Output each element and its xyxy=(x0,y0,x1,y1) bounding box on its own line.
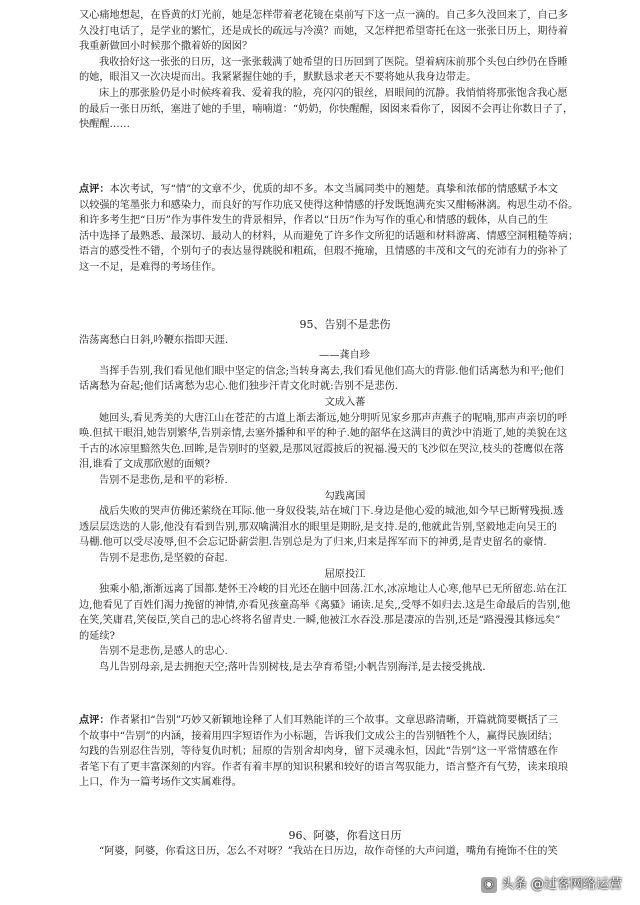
essay-line: 唤.但拭干眼泪,她告别繁华,告别亲情,去塞外播种和平的种子.她的韶华在这满目的黄沙中消逝了,她的美貌在这 xyxy=(79,428,568,440)
essay-title: 95、告别不是悲伤 xyxy=(299,318,391,331)
watermark xyxy=(481,876,622,894)
section-heading: 屈原投江 xyxy=(324,568,366,580)
essay-line: 话离愁为奋起;他们话离愁为忠心.他们独步汗青文化时就:告别不是悲伤. xyxy=(79,381,398,393)
comment-line: 勾践的告别忍住告别，等待复仇时机；屈原的告别舍却肉身，留下灵魂永恒，因此“告别”这一平常情感在作 xyxy=(79,746,559,758)
essay-line: 床上的那张脸仍是小时候疼着我、爱着我的脸，亮闪闪的银丝，眉眼间的沉静。我悄悄将那张饱含我心愿 xyxy=(99,87,568,99)
section-summary: 告别不是悲伤,是和平的彩桥. xyxy=(99,474,228,486)
essay-line: 又心痛地想起，在昏黄的灯光前，她是怎样带着老花镜在桌前写下这一点一滴的。自己多久没回来了，自己多 xyxy=(79,10,568,21)
comment-line: 活中选择了最熟悉、最深切、最动人的材料，从而避免了许多作文所犯的话题和材料游离、情感空洞粗糙等病； xyxy=(79,230,579,242)
essay-line: 久没打电话了，是学业的繁忙，还是成长的疏远与冷漠？而她，又怎样把希望寄托在这一张张日历上，期待着 xyxy=(79,25,568,37)
essay-line: 战后失败的哭声仿佛还萦绕在耳际.他一身奴役装,站在城门下.身边是他心爱的城池,如今早已断臂残损.透 xyxy=(99,506,564,518)
essay-line: 边,他看见了百姓们渴力挽留的神情,亦看见孩童高举《离骚》诵读.足矣,,受辱不如归去.这是生命最后的告别,他 xyxy=(79,599,571,611)
essay-line: “阿婆，阿婆，你看这日历，怎么不对呀？”我站在日历边，故作奇怪的大声问道，嘴角有掩饰不住的笑 xyxy=(99,845,558,857)
essay-94-tail xyxy=(79,8,611,133)
comment-95 xyxy=(79,713,611,791)
section-heading: 文成入蕃 xyxy=(324,396,366,408)
comment-line: 点评：作者紧扣“告别”巧妙又新颖地诠释了人们耳熟能详的三个故事。文章思路清晰，开篇就简要概括了三 xyxy=(79,714,559,726)
epigraph-author: ——龚自珍 xyxy=(319,350,370,362)
essay-line: 透层层迭迭的人影,他没有看到告别,那双噙满泪水的眼里是期盼,是支持.是的,他就此告别,坚毅地走向吴王的 xyxy=(79,521,557,533)
comment-line: 个故事中“告别”的内涵，接着用四字短语作为小标题，告诉我们文成公主的告别牺牲个人，赢得民族团结； xyxy=(79,730,559,742)
comment-label: 点评： xyxy=(79,183,110,195)
essay-line: 千古的冰凉里黯然失色.回眸,是告别时的坚毅,是那凤冠霞披后的祝福.漫天的飞沙似在哭泣,枝头的苍鹰似在落 xyxy=(79,443,564,455)
comment-94 xyxy=(79,182,611,276)
section-heading: 勾践离国 xyxy=(324,490,366,502)
comment-line: 以较强的笔墨张力和感染力，而良好的写作功底又使得这种情感的抒发既饱满充实又酣畅淋漓。构思生动不俗。 xyxy=(79,199,579,211)
essay-line: 的她，眼泪又一次决堤而出。我紧紧握住她的手，默默恳求老天不要将她从我身边带走。 xyxy=(79,72,477,84)
toutiao-logo-icon: ◉ xyxy=(481,877,497,893)
section-summary: 告别不是悲伤,是感人的忠心. xyxy=(99,646,228,658)
epigraph-poem: 浩荡离愁白日斜,吟鞭东指即天涯. xyxy=(79,334,229,346)
essay-line: 当挥手告别,我们看见他们眼中坚定的信念;当转身离去,我们看见他们高大的背影.他们话离愁为和平;他们 xyxy=(99,365,564,377)
section-summary: 告别不是悲伤,是坚毅的奋起. xyxy=(99,552,228,564)
comment-line: 这一不足，是难得的考场佳作。 xyxy=(79,261,222,273)
essay-line: 我重新做回小时候那个撒着娇的囡囡？ xyxy=(79,41,253,53)
essay-closing: 鸟儿告别母亲,是去拥抱天空;落叶告别树枝,是去孕育希望;小帆告别海洋,是去接受挑战. xyxy=(99,662,486,674)
essay-95 xyxy=(79,317,611,676)
comment-line: 者笔下有了更丰富深刻的内容。作者有着丰厚的知识积累和较好的语言驾驭能力，语言整齐有气势，读来琅琅 xyxy=(79,761,568,773)
comment-line: 和许多考生把“日历”作为事件发生的背景相异，作者以“日历”作为写作的重心和情感的载体，从自己的生 xyxy=(79,215,549,227)
essay-line: 泪,谁看了文成那欣慰的面颊? xyxy=(79,459,210,471)
essay-96 xyxy=(79,828,611,859)
comment-line: 语言的感受性不错，个别句子的表达显得跳脱和粗疏，但瑕不掩瑜，且情感的丰茂和文气的充沛有力的弥补了 xyxy=(79,246,568,258)
essay-line: 的延续? xyxy=(79,630,116,642)
essay-line: 在笑,笑庸君,笑佞臣,笑自己的忠心终将名留青史.一瞬,他被江水吞没.那是凄凉的告别,还是“路漫漫其修远矣” xyxy=(79,615,561,627)
comment-line: 上口，作为一篇考场作文实属难得。 xyxy=(79,777,242,789)
essay-line: 我收拾好这一张张的日历，这一张张载满了她希望的日历回到了医院。望着病床前那个头包白纱仍在昏睡 xyxy=(99,56,568,68)
watermark-text: 头条 @过客网络运营 xyxy=(500,877,622,892)
essay-line: 的最后一张日历纸，塞进了她的手里，喃喃道：“奶奶，你快醒醒，囡囡来看你了，囡囡不会再让你数日子了， xyxy=(79,103,574,115)
essay-line: 快醒醒…… xyxy=(79,119,130,131)
essay-line: 她回头,看见秀美的大唐江山在苍茫的古道上渐去渐远,她分明听见家乡那声声燕子的呢喃,那声声亲切的呼 xyxy=(99,412,568,424)
essay-title: 96、阿婆，你看这日历 xyxy=(288,829,402,842)
comment-label: 点评： xyxy=(79,714,110,726)
essay-line: 独乘小船,渐渐远离了国都.楚怀王冷峻的目光还在脑中回荡.江水,冰凉地让人心寒,他早已无所留恋.站在江 xyxy=(99,584,567,596)
comment-line: 点评：本次考试，写“情”的文章不少，优质的却不多。本文当属同类中的翘楚。真挚和浓郁的情感赋予本文 xyxy=(79,183,559,195)
essay-line: 马棚.他可以受尽凌辱,但不会忘记卧薪尝胆.告别总是为了归来,归来是挥军而下的神勇,是青史留名的豪情. xyxy=(79,537,547,549)
